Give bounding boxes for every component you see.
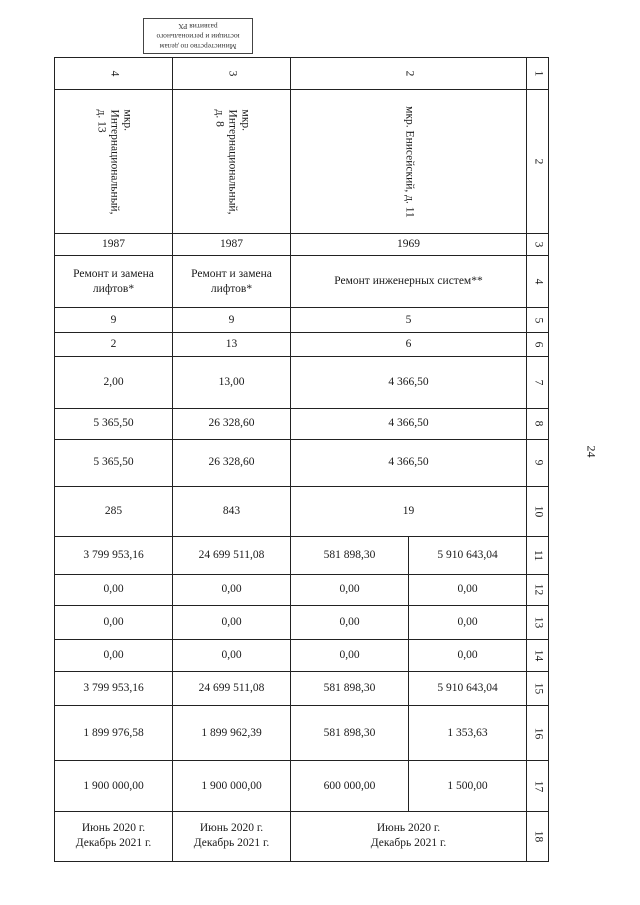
table-cell: 1 500,00 bbox=[409, 761, 527, 811]
table-cell: 4 366,50 bbox=[291, 408, 527, 439]
table-row bbox=[55, 537, 549, 574]
table-row bbox=[55, 487, 549, 537]
date-end: Декабрь 2021 г. bbox=[75, 837, 152, 850]
row-number: 14 bbox=[527, 639, 549, 671]
date-end: Декабрь 2021 г. bbox=[370, 837, 447, 850]
table-row bbox=[55, 761, 549, 811]
table-cell: 5 365,50 bbox=[55, 408, 173, 439]
table-row bbox=[55, 308, 549, 333]
table-cell: 0,00 bbox=[409, 574, 527, 605]
row-number: 8 bbox=[527, 408, 549, 439]
table-cell: 24 699 511,08 bbox=[173, 537, 291, 574]
table-cell: 26 328,60 bbox=[173, 408, 291, 439]
date-start: Июнь 2020 г. bbox=[81, 822, 146, 835]
table-cell: 0,00 bbox=[409, 605, 527, 639]
table-cell: 5 910 643,04 bbox=[409, 671, 527, 705]
table-cell: 0,00 bbox=[173, 639, 291, 671]
table-cell: 24 699 511,08 bbox=[173, 671, 291, 705]
table-cell: Ремонт инженерных систем** bbox=[291, 255, 527, 307]
table-cell: Ремонт и замена лифтов* bbox=[173, 255, 291, 307]
table-row bbox=[55, 255, 549, 307]
row-number: 3 bbox=[527, 233, 549, 255]
row-number: 10 bbox=[527, 487, 549, 537]
table-cell: 0,00 bbox=[55, 574, 173, 605]
table-cell: 581 898,30 bbox=[291, 706, 409, 761]
table-cell: 0,00 bbox=[173, 605, 291, 639]
table-cell: 0,00 bbox=[291, 639, 409, 671]
table-cell: 1 900 000,00 bbox=[55, 761, 173, 811]
table-cell: 1 353,63 bbox=[409, 706, 527, 761]
table-cell: 26 328,60 bbox=[173, 439, 291, 486]
table-cell bbox=[291, 811, 527, 861]
table-cell: 0,00 bbox=[55, 639, 173, 671]
table-cell: 0,00 bbox=[291, 574, 409, 605]
table-cell: 13,00 bbox=[173, 357, 291, 408]
table-row bbox=[55, 706, 549, 761]
table-row bbox=[55, 233, 549, 255]
row-number: 5 bbox=[527, 308, 549, 333]
table-cell: 2 bbox=[55, 333, 173, 357]
row-number: 12 bbox=[527, 574, 549, 605]
table-cell: 2,00 bbox=[55, 357, 173, 408]
table-cell: 581 898,30 bbox=[291, 537, 409, 574]
row-number: 2 bbox=[527, 90, 549, 234]
address-cell: мкр. Енисейский, д. 11 bbox=[291, 90, 527, 234]
stamp-line: Министерство по делам bbox=[159, 42, 237, 51]
table-row bbox=[55, 639, 549, 671]
table-cell: 1969 bbox=[291, 233, 527, 255]
column-number: 4 bbox=[55, 58, 173, 90]
stamp-line: юстиции и регионального bbox=[156, 32, 240, 41]
row-number: 6 bbox=[527, 333, 549, 357]
date-start: Июнь 2020 г. bbox=[199, 822, 264, 835]
date-end: Декабрь 2021 г. bbox=[193, 837, 270, 850]
row-number: 13 bbox=[527, 605, 549, 639]
table-row bbox=[55, 811, 549, 861]
table-cell bbox=[173, 811, 291, 861]
row-number: 4 bbox=[527, 255, 549, 307]
table-cell: 0,00 bbox=[173, 574, 291, 605]
table-row bbox=[55, 333, 549, 357]
table-cell: 600 000,00 bbox=[291, 761, 409, 811]
table-row bbox=[55, 605, 549, 639]
row-number: 11 bbox=[527, 537, 549, 574]
table-cell: 581 898,30 bbox=[291, 671, 409, 705]
column-number: 3 bbox=[173, 58, 291, 90]
table-cell: 9 bbox=[55, 308, 173, 333]
table-cell: 0,00 bbox=[291, 605, 409, 639]
data-table bbox=[54, 57, 549, 862]
table-row bbox=[55, 439, 549, 486]
table-cell: 4 366,50 bbox=[291, 439, 527, 486]
table-row bbox=[55, 574, 549, 605]
row-number: 17 bbox=[527, 761, 549, 811]
table-cell: 19 bbox=[291, 487, 527, 537]
table-cell: 285 bbox=[55, 487, 173, 537]
row-number: 16 bbox=[527, 706, 549, 761]
table-cell: 843 bbox=[173, 487, 291, 537]
table-cell: 1 899 962,39 bbox=[173, 706, 291, 761]
row-number: 18 bbox=[527, 811, 549, 861]
table-cell: 3 799 953,16 bbox=[55, 671, 173, 705]
table-row bbox=[55, 90, 549, 234]
address-cell: мкр. Интернациональный, д. 13 bbox=[55, 90, 173, 234]
table-cell: 1 900 000,00 bbox=[173, 761, 291, 811]
address-cell: мкр. Интернациональный, д. 8 bbox=[173, 90, 291, 234]
table-cell: 0,00 bbox=[409, 639, 527, 671]
ministry-stamp bbox=[143, 18, 253, 54]
table-row bbox=[55, 357, 549, 408]
table-cell bbox=[55, 811, 173, 861]
table-row bbox=[55, 671, 549, 705]
table-cell: 3 799 953,16 bbox=[55, 537, 173, 574]
table-cell: 0,00 bbox=[55, 605, 173, 639]
table-cell: 5 910 643,04 bbox=[409, 537, 527, 574]
table-cell: 1987 bbox=[55, 233, 173, 255]
table-cell: 5 365,50 bbox=[55, 439, 173, 486]
page-number: 24 bbox=[584, 445, 599, 458]
table-cell: 1987 bbox=[173, 233, 291, 255]
table-cell: 6 bbox=[291, 333, 527, 357]
date-start: Июнь 2020 г. bbox=[376, 822, 441, 835]
table-cell: 1 899 976,58 bbox=[55, 706, 173, 761]
table-cell: 5 bbox=[291, 308, 527, 333]
table-cell: 9 bbox=[173, 308, 291, 333]
row-number: 1 bbox=[527, 58, 549, 90]
table-row bbox=[55, 408, 549, 439]
table-cell: 13 bbox=[173, 333, 291, 357]
table-cell: Ремонт и замена лифтов* bbox=[55, 255, 173, 307]
stamp-line: развития РХ bbox=[178, 22, 218, 31]
row-number: 9 bbox=[527, 439, 549, 486]
table-row bbox=[55, 58, 549, 90]
table-cell: 4 366,50 bbox=[291, 357, 527, 408]
row-number: 15 bbox=[527, 671, 549, 705]
row-number: 7 bbox=[527, 357, 549, 408]
column-number: 2 bbox=[291, 58, 527, 90]
